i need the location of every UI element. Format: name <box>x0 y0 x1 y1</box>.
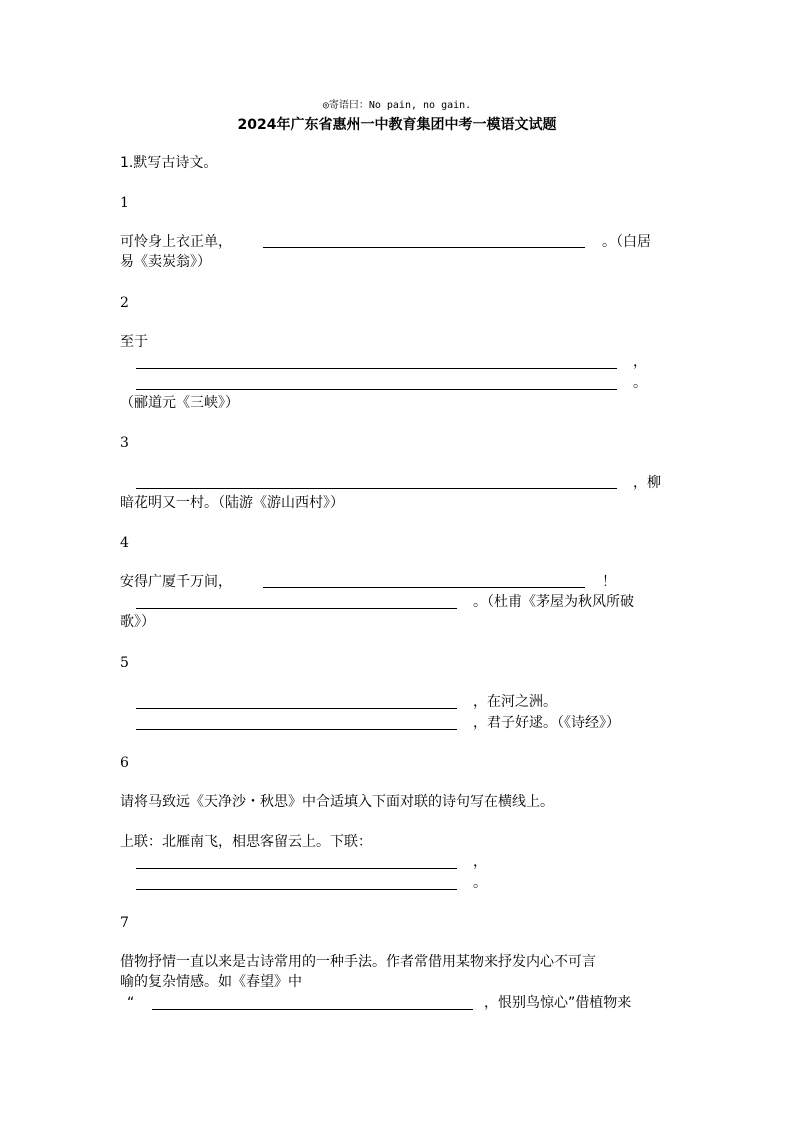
item-text: ，柳 <box>633 475 661 491</box>
item-number: 2 <box>120 295 129 311</box>
item-number: 5 <box>120 655 129 671</box>
item-text: 暗花明又一村。（陆游《游山西村》） <box>120 495 344 511</box>
item-text: 。（杜甫《茅屋为秋风所破 <box>473 594 634 610</box>
punctuation: “ <box>127 995 135 1011</box>
item-number: 4 <box>120 535 129 551</box>
question-stem: 1.默写古诗文。 <box>120 155 218 171</box>
punctuation: 。 <box>473 875 487 891</box>
item-text: ，君子好逑。（《诗经》） <box>473 715 620 731</box>
punctuation: ， <box>473 854 487 870</box>
answer-blank[interactable] <box>136 488 617 489</box>
item-text: 至于 <box>120 334 148 350</box>
punctuation: ， <box>633 354 647 370</box>
item-text: 易《卖炭翁》） <box>120 254 211 270</box>
item-text: ，在河之洲。 <box>473 694 557 710</box>
answer-blank[interactable] <box>263 587 585 588</box>
motto: ◎寄语曰：No pain, no gain. <box>322 100 472 111</box>
item-text: 上联：北雁南飞，相思客留云上。下联： <box>120 834 372 850</box>
item-text: 安得广厦千万间， <box>120 574 232 590</box>
item-text: （郦道元《三峡》） <box>120 395 239 411</box>
item-text: 歌》） <box>120 614 155 630</box>
answer-blank[interactable] <box>136 389 617 390</box>
answer-blank[interactable] <box>136 868 457 869</box>
punctuation: ！ <box>602 574 616 590</box>
item-text: 。（白居 <box>602 234 651 250</box>
item-text: ，恨别鸟惊心”借植物来 <box>484 995 632 1011</box>
item-text: 借物抒情一直以来是古诗常用的一种手法。作者常借用某物来抒发内心不可言 <box>120 954 596 970</box>
answer-blank[interactable] <box>136 729 457 730</box>
answer-blank[interactable] <box>136 889 457 890</box>
item-text: 请将马致远《天净沙・秋思》中合适填入下面对联的诗句写在横线上。 <box>120 794 554 810</box>
item-number: 6 <box>120 755 129 771</box>
punctuation: 。 <box>633 375 647 391</box>
item-number: 3 <box>120 435 129 451</box>
answer-blank[interactable] <box>263 247 585 248</box>
answer-blank[interactable] <box>136 608 457 609</box>
answer-blank[interactable] <box>136 708 457 709</box>
item-text: 可怜身上衣正单， <box>120 234 232 250</box>
answer-blank[interactable] <box>136 368 617 369</box>
item-text: 喻的复杂情感。如《春望》中 <box>120 974 302 990</box>
page-title: 2024年广东省惠州一中教育集团中考一模语文试题 <box>237 117 557 133</box>
answer-blank[interactable] <box>152 1009 473 1010</box>
item-number: 1 <box>120 195 129 211</box>
item-number: 7 <box>120 915 129 931</box>
